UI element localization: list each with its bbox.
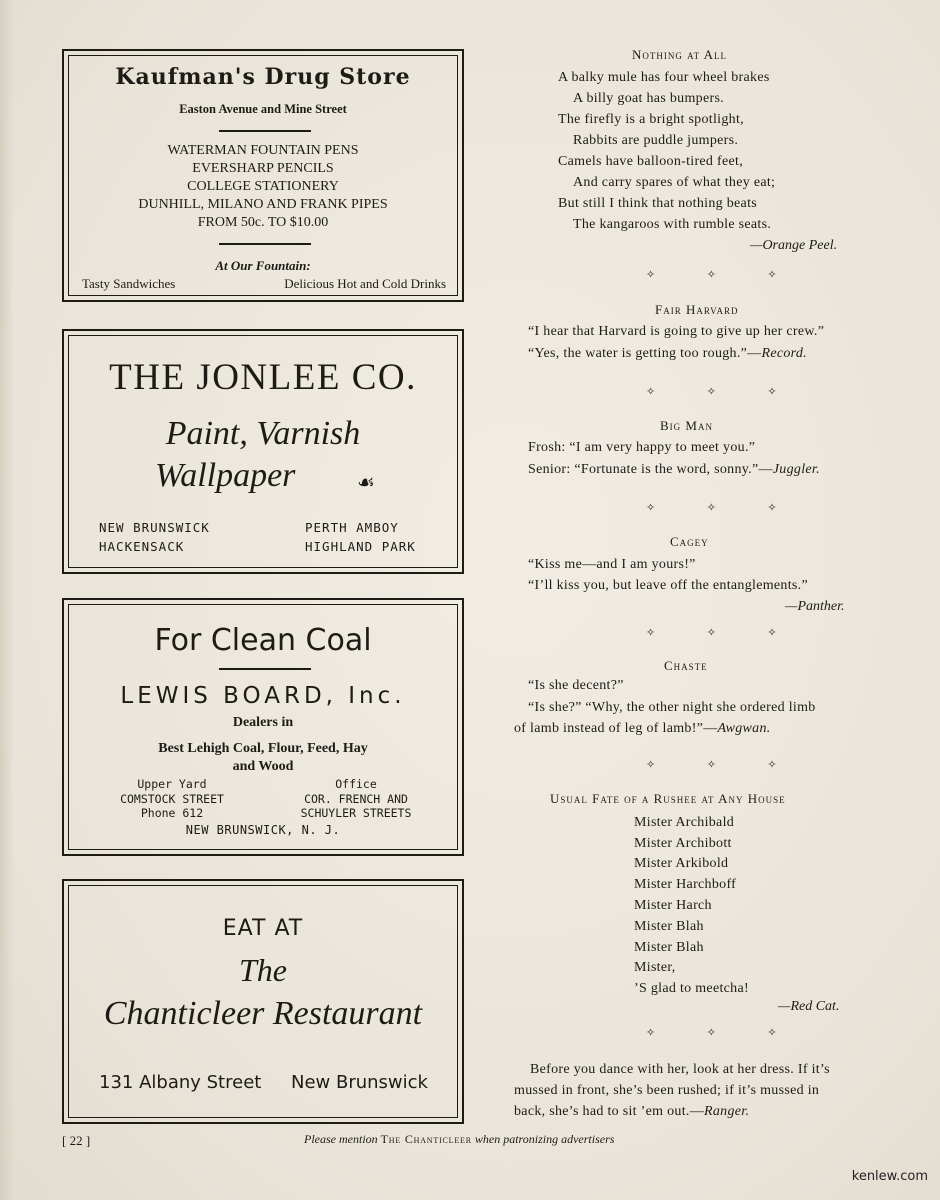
ad-inner-border (68, 55, 458, 296)
footer-note-text: when patronizing advertisers (471, 1132, 615, 1146)
poem-line: Mister Archibald (634, 815, 735, 830)
joke-text: “Yes, the water is getting too rough.”— (528, 346, 762, 361)
joke-title: Cagey (670, 534, 709, 549)
ad-inner-border (68, 604, 458, 850)
coal-goods (69, 740, 457, 776)
joke-credit: Juggler. (772, 462, 820, 477)
poem-line: The firefly is a bright spotlight, (558, 112, 744, 127)
divider-ornament-icon: ✧ ✧ ✧ (646, 268, 801, 281)
restaurant-street: 131 Albany Street (99, 1072, 262, 1093)
poem-line: But still I think that nothing beats (558, 196, 758, 211)
restaurant-city: New Brunswick (291, 1072, 428, 1093)
joke-line (514, 1104, 749, 1120)
joke-line: “Is she decent?” (528, 678, 624, 693)
jonlee-location: NEW BRUNSWICK (99, 520, 210, 535)
yard-heading: Upper Yard (137, 777, 207, 791)
divider-ornament-icon: ✧ ✧ ✧ (646, 758, 801, 771)
footer-publication: The Chanticleer (380, 1132, 472, 1146)
joke-credit: —Panther. (785, 599, 845, 614)
divider-ornament-icon: ✧ ✧ ✧ (646, 626, 801, 639)
joke-line: “I’ll kiss you, but leave off the entanglements.” (528, 578, 808, 593)
divider-rule (219, 130, 311, 132)
joke-text: back, she’s had to sit ’em out.— (514, 1104, 705, 1119)
watermark: kenlew.com (851, 1169, 928, 1184)
drugstore-item: COLLEGE STATIONERY (187, 179, 339, 194)
coal-city: NEW BRUNSWICK, N. J. (185, 823, 341, 837)
poem-line: And carry spares of what they eat; (573, 175, 776, 190)
coal-company: LEWIS BOARD, Inc. (120, 683, 406, 709)
joke-credit: Awgwan. (717, 721, 771, 736)
joke-line: mussed in front, she’s been rushed; if it’s mussed in (514, 1083, 820, 1098)
footer-note (304, 1132, 614, 1147)
poem-line: Mister, (634, 960, 676, 975)
office-line: SCHUYLER STREETS (300, 806, 412, 820)
drugstore-items (69, 142, 457, 232)
poem-line: The kangaroos with rumble seats. (573, 217, 772, 232)
joke-title: Nothing at All (632, 47, 728, 62)
jonlee-products-line2: Wallpaper (155, 457, 296, 494)
divider-rule (219, 243, 311, 245)
joke-line: “I hear that Harvard is going to give up her crew.” (528, 324, 825, 339)
office-line: COR. FRENCH AND (304, 791, 408, 806)
joke-line (514, 721, 771, 737)
footer-note-text: Please mention (304, 1132, 381, 1146)
poem-line: ’S glad to meetcha! (634, 981, 749, 996)
jonlee-name: THE JONLEE CO. (109, 357, 417, 398)
restaurant-name: Chanticleer Restaurant (103, 995, 423, 1032)
joke-title: Big Man (660, 418, 713, 433)
yard-phone: Phone 612 (140, 806, 204, 820)
poem-line: A billy goat has bumpers. (573, 91, 724, 106)
drugstore-item: WATERMAN FOUNTAIN PENS (167, 143, 359, 158)
ad-inner-border (68, 885, 458, 1118)
divider-ornament-icon: ✧ ✧ ✧ (646, 1026, 801, 1039)
jonlee-products-line1: Paint, Varnish (165, 415, 361, 452)
drugstore-address: Easton Avenue and Mine Street (179, 102, 347, 116)
joke-text: of lamb instead of leg of lamb!”— (514, 721, 718, 736)
ad-inner-border (68, 335, 458, 568)
joke-line (528, 346, 807, 362)
poem-line: Mister Blah (634, 940, 704, 955)
poem-line: Camels have balloon-tired feet, (558, 154, 744, 169)
poem-line: Mister Archibott (634, 836, 732, 851)
joke-text: Senior: “Fortunate is the word, sonny.”— (528, 462, 773, 477)
coal-goods-line: and Wood (232, 759, 294, 774)
restaurant-the: The (239, 952, 287, 988)
eat-at: EAT AT (222, 916, 304, 941)
joke-credit: Record. (761, 346, 807, 361)
jonlee-co-ad (62, 329, 464, 574)
fountain-left: Tasty Sandwiches (82, 276, 176, 291)
joke-line: “Kiss me—and I am yours!” (528, 557, 696, 572)
drugstore-item: EVERSHARP PENCILS (192, 161, 334, 176)
fountain-heading: At Our Fountain: (215, 258, 311, 273)
joke-line: Frosh: “I am very happy to meet you.” (528, 440, 756, 455)
divider-rule (219, 668, 311, 670)
divider-ornament-icon: ✧ ✧ ✧ (646, 501, 801, 514)
leaf-ornament-icon: ☙ (357, 470, 375, 494)
poem-line: Mister Harchboff (634, 877, 737, 892)
joke-title: Chaste (664, 658, 708, 673)
joke-credit: —Orange Peel. (750, 238, 838, 253)
page-number: [ 22 ] (62, 1133, 91, 1148)
jonlee-location: HIGHLAND PARK (305, 539, 416, 554)
coal-goods-line: Best Lehigh Coal, Flour, Feed, Hay (158, 741, 368, 756)
drugstore-item: FROM 50c. TO $10.00 (197, 215, 329, 230)
joke-line (528, 462, 820, 478)
poem-line: Mister Arkibold (634, 856, 729, 871)
coal-upper-yard (107, 777, 237, 821)
joke-line: “Is she?” “Why, the other night she ordered limb (528, 700, 816, 715)
fountain-right: Delicious Hot and Cold Drinks (284, 276, 446, 291)
office-heading: Office (335, 777, 377, 791)
joke-title: Fair Harvard (655, 302, 739, 317)
lewis-board-coal-ad (62, 598, 464, 856)
jonlee-location: PERTH AMBOY (305, 520, 399, 535)
poem-line: Rabbits are puddle jumpers. (573, 133, 739, 148)
yard-street: COMSTOCK STREET (120, 791, 224, 806)
coal-dealers-in: Dealers in (232, 715, 294, 730)
poem-line: A balky mule has four wheel brakes (558, 70, 770, 85)
joke-credit: Ranger. (704, 1104, 750, 1119)
page-spine-shadow (0, 0, 14, 1200)
drugstore-item: DUNHILL, MILANO AND FRANK PIPES (138, 197, 388, 212)
jonlee-location: HACKENSACK (99, 539, 185, 554)
poem-line: Mister Blah (634, 919, 704, 934)
drugstore-name: Kaufman's Drug Store (115, 64, 411, 90)
joke-title: Usual Fate of a Rushee at Any House (550, 791, 786, 806)
divider-ornament-icon: ✧ ✧ ✧ (646, 385, 801, 398)
coal-headline: For Clean Coal (154, 623, 372, 658)
poem-line: Mister Harch (634, 898, 712, 913)
kaufmans-drug-store-ad (62, 49, 464, 302)
coal-office (281, 777, 431, 821)
joke-credit: —Red Cat. (778, 999, 840, 1014)
chanticleer-restaurant-ad (62, 879, 464, 1124)
joke-line: Before you dance with her, look at her dress. If it’s (530, 1062, 830, 1077)
